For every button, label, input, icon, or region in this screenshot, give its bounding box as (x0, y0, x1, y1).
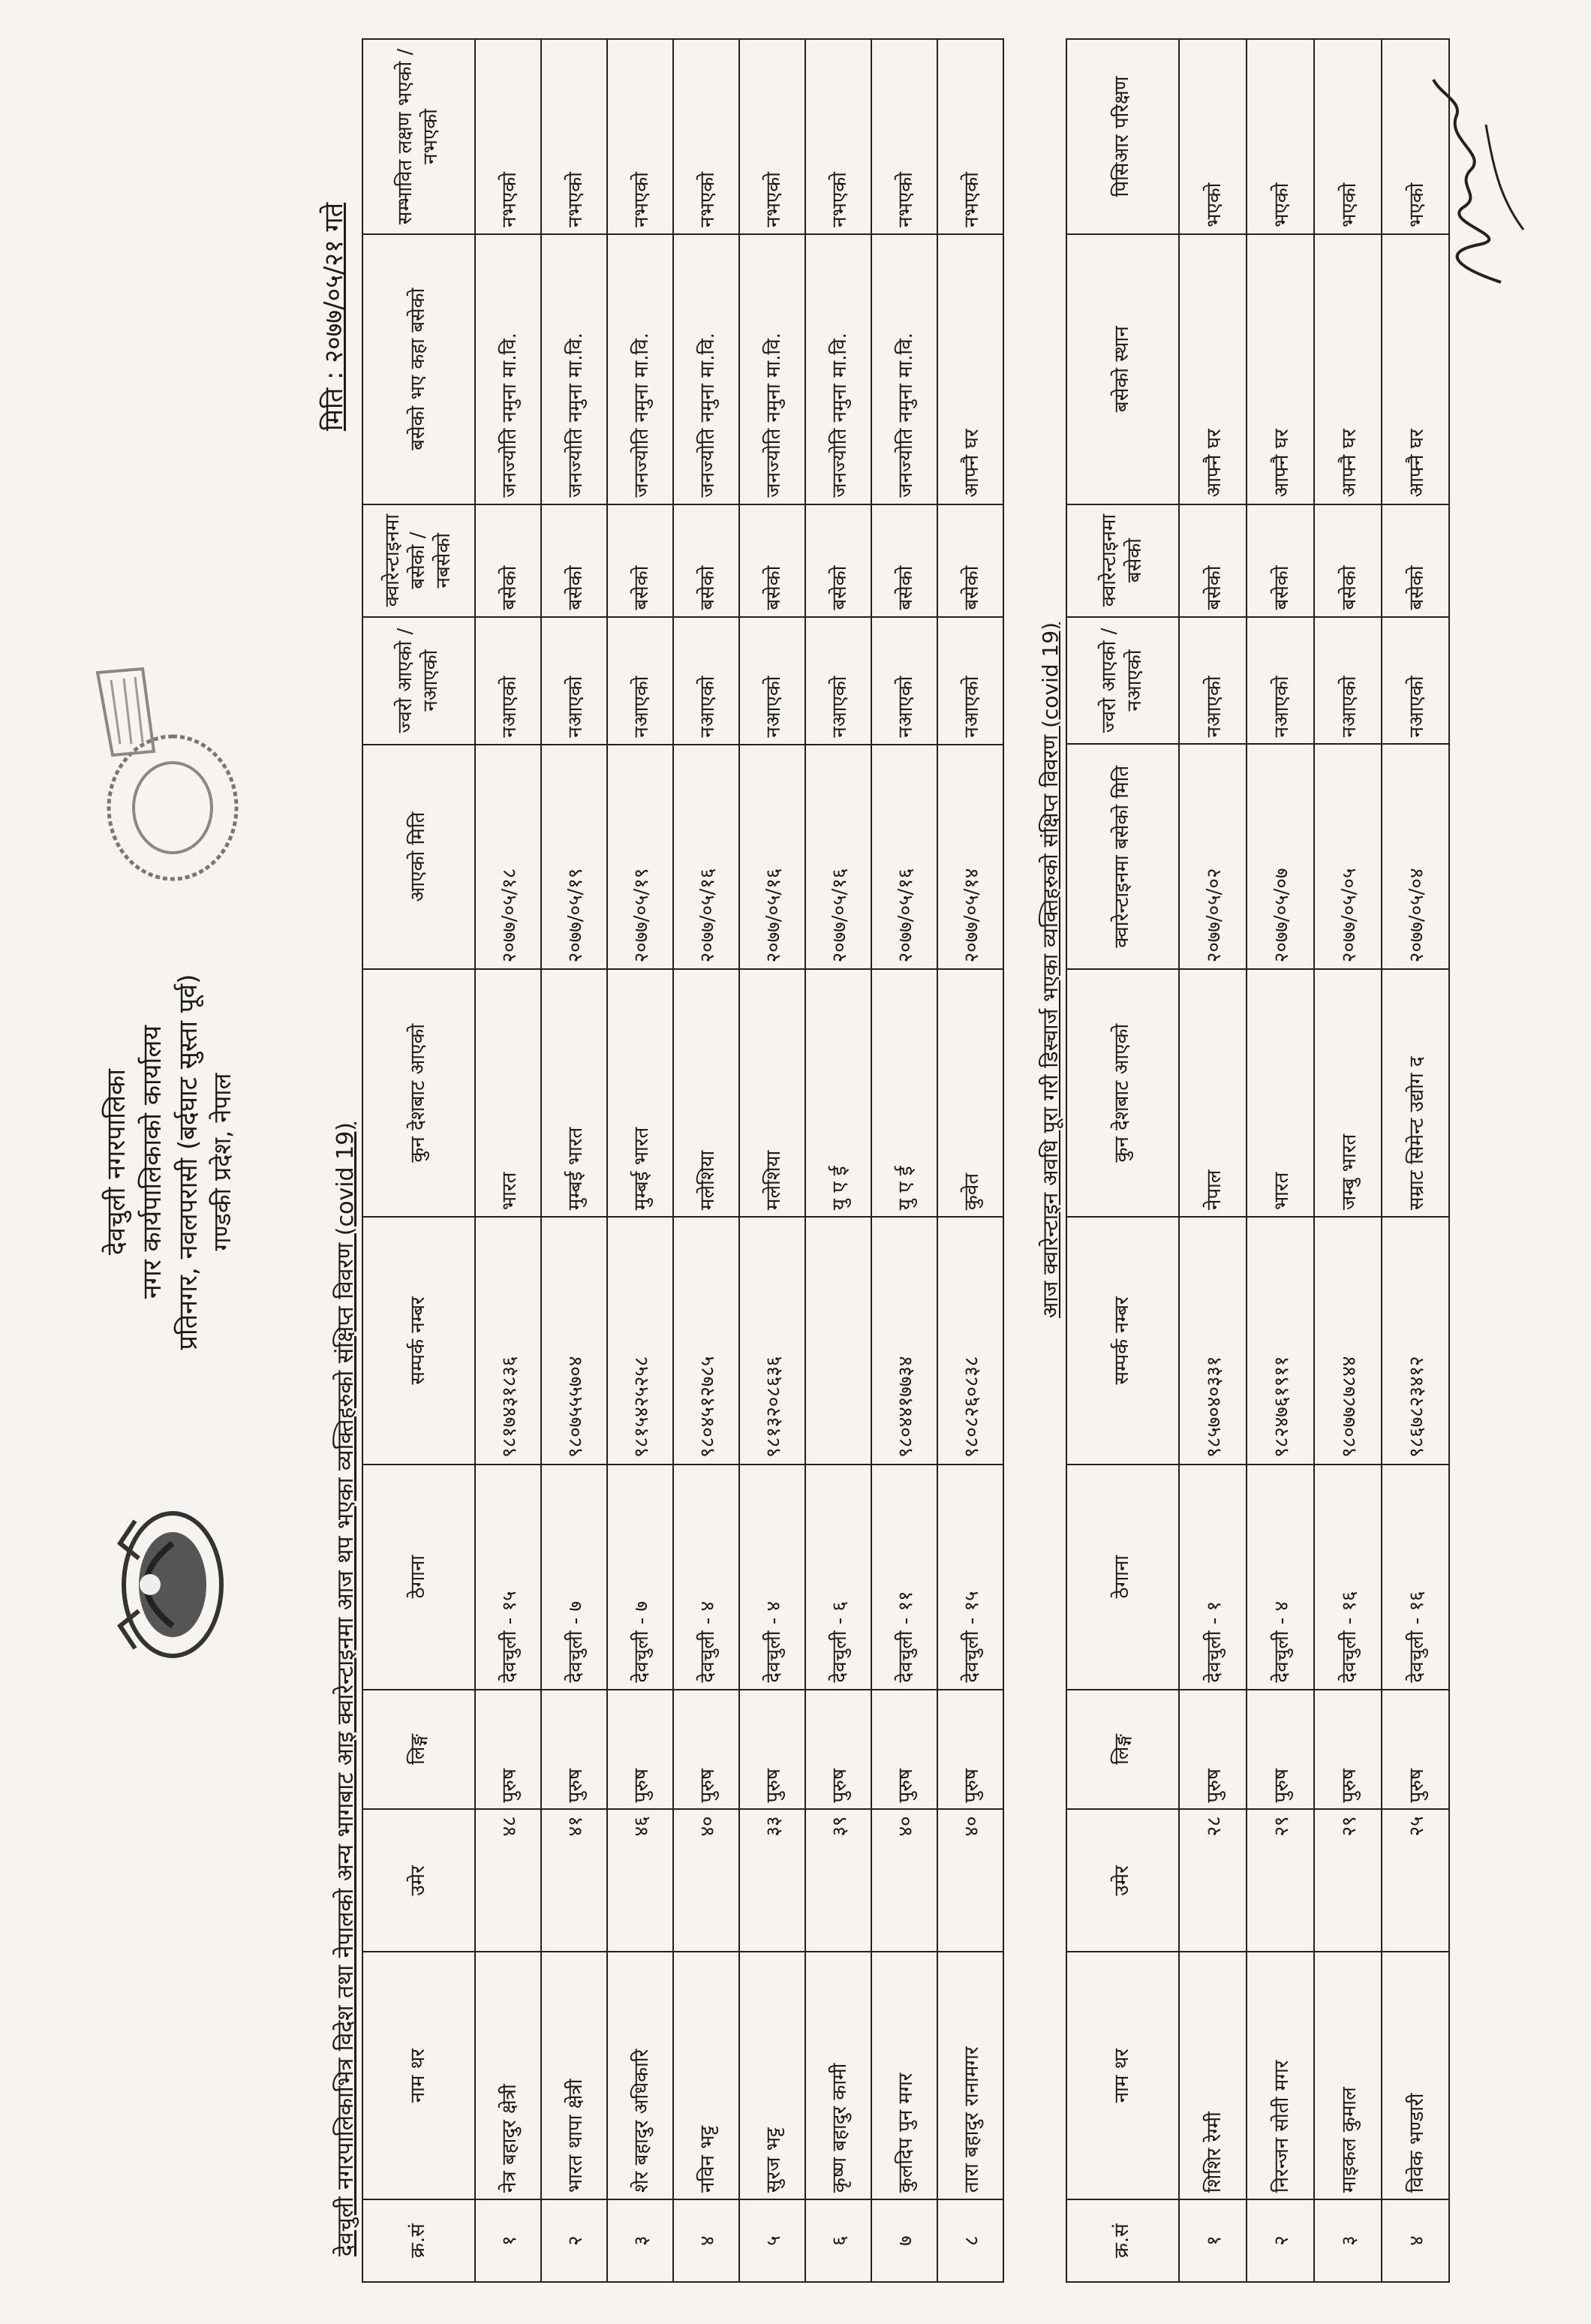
table-cell: बसेको (805, 504, 871, 617)
col-sn: क्र.सं (362, 2199, 475, 2282)
signature (1411, 72, 1546, 297)
col-age: उमेर (362, 1809, 475, 1952)
table-cell: ४६ (607, 1809, 673, 1952)
table-cell: २०७७/०५/०५ (1314, 744, 1382, 969)
office-stamp (83, 658, 255, 898)
table-cell: तारा बहादुर रानामगर (937, 1952, 1003, 2199)
table-cell: २०७७/०५/१९ (607, 745, 673, 970)
table-cell: पुरुष (739, 1690, 805, 1810)
table-cell: २ (541, 2199, 607, 2282)
table-cell: निरन्जन सोती मगर (1247, 1952, 1314, 2199)
col-fever: ज्वरो आएको / नआएको (1066, 617, 1179, 745)
table-cell: देवचुली - १५ (475, 1465, 541, 1690)
table-cell: ४ (673, 2199, 739, 2282)
table-cell: ९८०७७८७८४४ (1314, 1217, 1382, 1465)
table-cell: बसेको (541, 504, 607, 617)
table-cell: पुरुष (1179, 1690, 1247, 1810)
table-cell: नआएको (739, 617, 805, 745)
table-cell: जम्बु भारत (1314, 969, 1382, 1217)
table-cell: ९८१७४३१८३६ (475, 1217, 541, 1465)
table1-header-row (362, 39, 475, 2282)
table-cell: ३ (607, 2199, 673, 2282)
table-cell: पुरुष (1382, 1690, 1449, 1810)
table-cell: २०७७/०५/१४ (937, 745, 1003, 970)
table-cell: ९८१३२०८६३६ (739, 1217, 805, 1465)
table-cell: नभएको (673, 39, 739, 234)
table-cell: सुरज भट्ट (739, 1952, 805, 2199)
table-cell: २०७७/०५/१९ (541, 745, 607, 970)
table-cell: बसेको (673, 504, 739, 617)
table-cell: बसेको (871, 504, 937, 617)
table-cell: ४८ (475, 1809, 541, 1952)
col-quarantine: क्वारेन्टाइनमा बसेको / नबसेको (362, 504, 475, 617)
new-quarantine-table (362, 38, 1004, 2283)
table-cell: १ (1179, 2199, 1247, 2282)
office-name: नगर कार्यपालिकाको कार्यालय (137, 1025, 167, 1299)
table-cell: ८ (937, 2199, 1003, 2282)
table-cell: भएको (1382, 39, 1449, 234)
table-cell: नआएको (1314, 617, 1382, 745)
table-row (475, 39, 541, 2282)
table-cell: आफ्नै घर (1247, 234, 1314, 504)
table-cell: विवेक भण्डारी (1382, 1952, 1449, 2199)
table-cell: बसेको (1179, 504, 1247, 617)
table-cell: जनज्योति नमुना मा.वि. (805, 234, 871, 504)
discharged-table (1066, 38, 1450, 2283)
table-cell: २९ (1314, 1809, 1382, 1952)
table-cell: बसेको (607, 504, 673, 617)
table-cell: पुरुष (1247, 1690, 1314, 1810)
table-cell: आफ्नै घर (1382, 234, 1449, 504)
table-row (673, 39, 739, 2282)
table-cell: भारत (1247, 969, 1314, 1217)
col-address: ठेगाना (362, 1465, 475, 1690)
table-cell: भएको (1247, 39, 1314, 234)
table-cell: नेत्र बहादुर क्षेत्री (475, 1952, 541, 2199)
office-address: प्रतिनगर, नवलपरासी (बर्दघाट सुस्ता पूर्व) (173, 974, 203, 1350)
table-cell: नभएको (739, 39, 805, 234)
table-cell: नआएको (1179, 617, 1247, 745)
table-cell: ९८६७८२३४१२ (1382, 1217, 1449, 1465)
table-cell: नआएको (871, 617, 937, 745)
table-cell: देवचुली - ६ (805, 1465, 871, 1690)
col-contact: सम्पर्क नम्बर (362, 1217, 475, 1465)
table-cell: पुरुष (805, 1690, 871, 1810)
table-cell: देवचुली - १६ (1314, 1465, 1382, 1690)
col-sn: क्र.सं (1066, 2199, 1179, 2282)
table-cell: ९८०४४१७७३४ (871, 1217, 937, 1465)
report-date: मिति : २०७७/०५/२१ गते (319, 203, 349, 432)
col-pcr: पिसिआर परिक्षण (1066, 39, 1179, 234)
table-cell: पुरुष (871, 1690, 937, 1810)
col-quarantine: क्वारेन्टाइनमा बसेको (1066, 504, 1179, 617)
table-cell: २०७७/०५/०२ (1179, 744, 1247, 969)
table-cell: बसेको (937, 504, 1003, 617)
table-row (607, 39, 673, 2282)
table-cell: नआएको (1382, 617, 1449, 745)
table-cell: ५ (739, 2199, 805, 2282)
table-cell: भारत थापा क्षेत्री (541, 1952, 607, 2199)
table-cell: नआएको (1247, 617, 1314, 745)
table-cell: नभएको (607, 39, 673, 234)
table-row (739, 39, 805, 2282)
table-cell: नभएको (541, 39, 607, 234)
table-cell: ९८०४५१२७८५ (673, 1217, 739, 1465)
table-cell: २०७७/०५/१६ (739, 745, 805, 970)
table-row (1382, 39, 1449, 2282)
table-cell: २९ (1247, 1809, 1314, 1952)
table-cell: ३३ (739, 1809, 805, 1952)
table-cell: जनज्योति नमुना मा.वि. (739, 234, 805, 504)
table-cell: १ (475, 2199, 541, 2282)
table-cell: देवचुली - ७ (607, 1465, 673, 1690)
table-cell: २०७७/०५/१८ (475, 745, 541, 970)
table-cell: देवचुली - १५ (937, 1465, 1003, 1690)
table-cell: नभएको (805, 39, 871, 234)
table-cell: बसेको (475, 504, 541, 617)
table-cell: नभएको (475, 39, 541, 234)
table-row (1314, 39, 1382, 2282)
table-row (1247, 39, 1314, 2282)
table-row (1179, 39, 1247, 2282)
table-cell: ९८०७५५५७०४ (541, 1217, 607, 1465)
table-cell: ३९ (805, 1809, 871, 1952)
table-cell: ६ (805, 2199, 871, 2282)
table-cell: आफ्नै घर (1314, 234, 1382, 504)
table-cell: २०७७/०५/०४ (1382, 744, 1449, 969)
table1-title: देवचुली नगरपालिकाभित्र विदेश तथा नेपालको अन्य भागबाट आइ क्वारेन्टाइनमा आज थप भएका व्यक्तिहरुको संक्षिप्त विवरण (covid 19) (332, 1122, 359, 2256)
table-cell: नेपाल (1179, 969, 1247, 1217)
table-cell: जनज्योति नमुना मा.वि. (541, 234, 607, 504)
table-cell: यु ए ई (871, 969, 937, 1217)
col-symptoms: सम्भावित लक्षण भएको / नभएको (362, 39, 475, 234)
table-cell: देवचुली - ४ (739, 1465, 805, 1690)
table-cell: मलेशिया (739, 969, 805, 1217)
table-row (805, 39, 871, 2282)
table-cell: देवचुली - ४ (1247, 1465, 1314, 1690)
table-row (871, 39, 937, 2282)
table-cell: देवचुली - ७ (541, 1465, 607, 1690)
col-name: नाम थर (362, 1952, 475, 2199)
table-cell: ९८१५४२५२५८ (607, 1217, 673, 1465)
table-cell: नभएको (937, 39, 1003, 234)
col-name: नाम थर (1066, 1952, 1179, 2199)
table-cell: देवचुली - १ (1179, 1465, 1247, 1690)
table-cell: मुम्बई भारत (607, 969, 673, 1217)
table-cell: कृष्ण बहादुर कामी (805, 1952, 871, 2199)
table-cell: नआएको (937, 617, 1003, 745)
table-cell: नविन भट्ट (673, 1952, 739, 2199)
table-cell: पुरुष (1314, 1690, 1382, 1810)
table-cell: नआएको (607, 617, 673, 745)
table-cell: २०७७/०५/०७ (1247, 744, 1314, 969)
table-cell: पुरुष (541, 1690, 607, 1810)
table-cell: २ (1247, 2199, 1314, 2282)
province-line: गण्डकी प्रदेश, नेपाल (208, 1073, 236, 1251)
col-address: ठेगाना (1066, 1465, 1179, 1690)
table-cell: शेर बहादुर अधिकारि (607, 1952, 673, 2199)
col-country: कुन देशबाट आएको (1066, 969, 1179, 1217)
col-place: बसेको भए कहा बसेको (362, 234, 475, 504)
table-cell: पुरुष (475, 1690, 541, 1810)
table-cell: जनज्योति नमुना मा.वि. (475, 234, 541, 504)
table-cell: २८ (1179, 1809, 1247, 1952)
table-cell: ९८५७०४०३३१ (1179, 1217, 1247, 1465)
table-cell: नआएको (805, 617, 871, 745)
table-cell: नआएको (475, 617, 541, 745)
table-cell: मुम्बई भारत (541, 969, 607, 1217)
table-cell: ४० (937, 1809, 1003, 1952)
table-cell: २५ (1382, 1809, 1449, 1952)
table-cell: कुवेत (937, 969, 1003, 1217)
table-cell: जनज्योति नमुना मा.वि. (673, 234, 739, 504)
col-age: उमेर (1066, 1809, 1179, 1952)
table-cell: शिशिर रेग्मी (1179, 1952, 1247, 2199)
col-place: बसेको स्थान (1066, 234, 1179, 504)
municipality-name: देवचुली नगरपालिका (101, 1068, 131, 1256)
table-cell: सम्राट सिमेन्ट उद्योग द (1382, 969, 1449, 1217)
table-cell: ४ (1382, 2199, 1449, 2282)
table-cell: बसेको (739, 504, 805, 617)
table-cell: ९८०८२६०८३८ (937, 1217, 1003, 1465)
table-cell: ९८२४७६१९११ (1247, 1217, 1314, 1465)
table-cell: भएको (1179, 39, 1247, 234)
table-cell: बसेको (1314, 504, 1382, 617)
table-cell: बसेको (1247, 504, 1314, 617)
table-cell: यु ए ई (805, 969, 871, 1217)
table-cell (805, 1217, 871, 1465)
col-fever: ज्वरो आएको / नआएको (362, 617, 475, 745)
table-cell: माइकल कुमाल (1314, 1952, 1382, 2199)
table-cell: पुरुष (607, 1690, 673, 1810)
table-cell: नआएको (541, 617, 607, 745)
table-cell: २०७७/०५/१६ (673, 745, 739, 970)
table-cell: ४१ (541, 1809, 607, 1952)
table-cell: पुरुष (673, 1690, 739, 1810)
table-cell: देवचुली - ११ (871, 1465, 937, 1690)
table-cell: मलेशिया (673, 969, 739, 1217)
table-cell: ३ (1314, 2199, 1382, 2282)
table-cell: नभएको (871, 39, 937, 234)
table-cell: देवचुली - ४ (673, 1465, 739, 1690)
table-cell: ४० (871, 1809, 937, 1952)
table-cell: देवचुली - १६ (1382, 1465, 1449, 1690)
table2-header-row (1066, 39, 1179, 2282)
table-row (541, 39, 607, 2282)
table-cell: ७ (871, 2199, 937, 2282)
col-country: कुन देशबाट आएको (362, 969, 475, 1217)
col-gender: लिङ्ग (362, 1690, 475, 1810)
table-cell: आफ्नै घर (1179, 234, 1247, 504)
table-cell: जनज्योति नमुना मा.वि. (871, 234, 937, 504)
table2-title: आज क्वारेन्टाइन अवधि पूरा गरी डिस्चार्ज भएका व्यक्तिहरुको संक्षिप्त विवरण (covid 19) (1038, 622, 1063, 1318)
table-row (937, 39, 1003, 2282)
table-cell: भएको (1314, 39, 1382, 234)
table-cell: भारत (475, 969, 541, 1217)
table-cell: ४० (673, 1809, 739, 1952)
col-arrival-date: आएको मिति (362, 745, 475, 970)
table-cell: आफ्नै घर (937, 234, 1003, 504)
table-cell: जनज्योति नमुना मा.वि. (607, 234, 673, 504)
table-cell: नआएको (673, 617, 739, 745)
table-cell: बसेको (1382, 504, 1449, 617)
col-gender: लिङ्ग (1066, 1690, 1179, 1810)
col-contact: सम्पर्क नम्बर (1066, 1217, 1179, 1465)
table-cell: २०७७/०५/१६ (805, 745, 871, 970)
table-cell: पुरुष (937, 1690, 1003, 1810)
table-cell: २०७७/०५/१६ (871, 745, 937, 970)
table-cell: कुलदिप पुन मगर (871, 1952, 937, 2199)
col-quarantine-date: क्वारेन्टाइनमा बसेको मिति (1066, 744, 1179, 969)
